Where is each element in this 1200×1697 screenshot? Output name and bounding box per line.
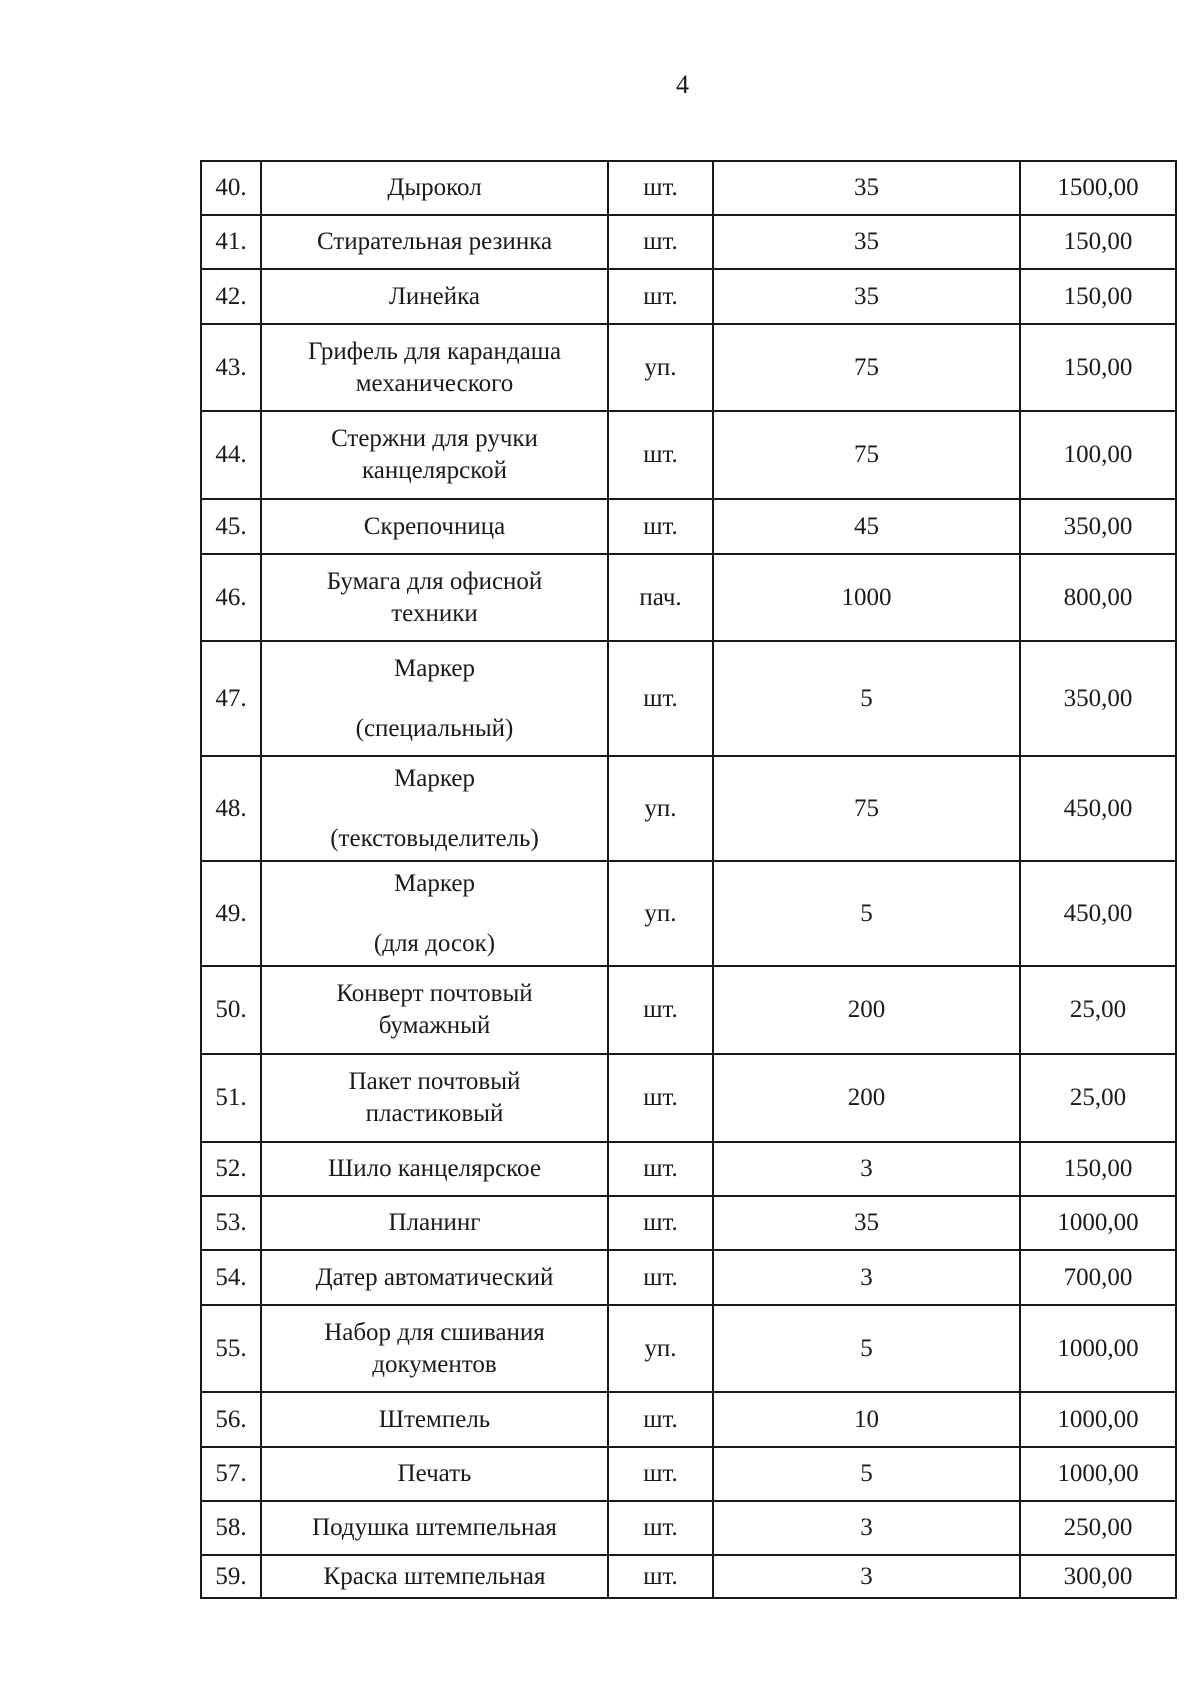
row-number: 49.: [201, 861, 261, 966]
item-unit: уп.: [608, 861, 713, 966]
item-unit: шт.: [608, 641, 713, 756]
row-number: 48.: [201, 756, 261, 861]
item-price: 450,00: [1020, 756, 1176, 861]
item-name-line: Дырокол: [387, 174, 482, 201]
item-name: [261, 1555, 608, 1598]
row-number: 40.: [201, 161, 261, 215]
item-name: [261, 756, 608, 861]
table-row: [201, 966, 1176, 1054]
table-row: [201, 1305, 1176, 1392]
item-name-line: Набор для сшивания: [324, 1318, 545, 1346]
item-unit: шт.: [608, 1501, 713, 1555]
item-name: [261, 861, 608, 966]
item-quantity: 5: [713, 1447, 1020, 1501]
item-name-line: Штемпель: [378, 1405, 491, 1433]
item-quantity: 5: [713, 1305, 1020, 1392]
item-unit: уп.: [608, 756, 713, 861]
item-name-line: Стержни для ручки: [331, 425, 538, 452]
item-quantity: 35: [713, 161, 1020, 215]
page-number: 4: [676, 70, 689, 99]
item-name-line: Бумага для офисной: [326, 567, 543, 595]
item-name-line: Маркер: [394, 654, 475, 682]
item-unit: шт.: [608, 1196, 713, 1250]
item-name-line: [266, 900, 603, 928]
item-unit: шт.: [608, 1392, 713, 1447]
row-number: 41.: [201, 215, 261, 269]
item-unit: шт.: [608, 1555, 713, 1598]
item-name-line: Стирательная резинка: [316, 228, 553, 255]
item-name-line: [266, 685, 603, 713]
row-number: 43.: [201, 324, 261, 411]
item-name: [261, 1447, 608, 1501]
item-name: [261, 269, 608, 324]
item-quantity: 10: [713, 1392, 1020, 1447]
item-price: 100,00: [1020, 411, 1176, 499]
row-number: 56.: [201, 1392, 261, 1447]
row-number: 46.: [201, 554, 261, 641]
item-name-line: бумажный: [378, 1012, 491, 1039]
item-price: 1000,00: [1020, 1196, 1176, 1250]
item-name-line: Датер автоматический: [315, 1263, 554, 1291]
item-quantity: 3: [713, 1555, 1020, 1598]
item-name-line: Маркер: [394, 869, 475, 897]
item-name: [261, 641, 608, 756]
item-name-line: Печать: [397, 1460, 472, 1487]
item-quantity: 5: [713, 641, 1020, 756]
table-body: [201, 161, 1176, 1598]
item-name-line: канцелярской: [361, 457, 508, 484]
table-row: [201, 1501, 1176, 1555]
item-unit: шт.: [608, 966, 713, 1054]
item-name: [261, 1305, 608, 1392]
item-name-line: (специальный): [355, 714, 514, 742]
item-name-line: механического: [355, 369, 514, 397]
item-name: [261, 411, 608, 499]
item-name: [261, 1142, 608, 1196]
item-quantity: 3: [713, 1250, 1020, 1305]
item-name: [261, 161, 608, 215]
item-unit: уп.: [608, 1305, 713, 1392]
item-price: 25,00: [1020, 1054, 1176, 1142]
item-quantity: 3: [713, 1501, 1020, 1555]
item-name-line: документов: [372, 1350, 497, 1378]
table-row: [201, 324, 1176, 411]
table-row: [201, 641, 1176, 756]
item-quantity: 200: [713, 966, 1020, 1054]
item-price: 450,00: [1020, 861, 1176, 966]
item-name-line: Конверт почтовый: [336, 980, 533, 1007]
item-quantity: 75: [713, 411, 1020, 499]
table-row: [201, 1250, 1176, 1305]
item-price: 1500,00: [1020, 161, 1176, 215]
item-price: 1000,00: [1020, 1305, 1176, 1392]
item-unit: шт.: [608, 215, 713, 269]
item-name-line: Краска штемпельная: [323, 1562, 546, 1590]
table-row: [201, 161, 1176, 215]
item-price: 350,00: [1020, 641, 1176, 756]
item-price: 800,00: [1020, 554, 1176, 641]
item-name: [261, 966, 608, 1054]
item-unit: шт.: [608, 499, 713, 554]
item-name-line: (для досок): [373, 929, 496, 957]
item-price: 350,00: [1020, 499, 1176, 554]
item-name-line: Линейка: [388, 282, 481, 310]
table-row: [201, 1392, 1176, 1447]
table-row: [201, 1447, 1176, 1501]
row-number: 50.: [201, 966, 261, 1054]
item-name-line: Грифель для карандаша: [307, 337, 562, 365]
item-quantity: 3: [713, 1142, 1020, 1196]
item-quantity: 1000: [713, 554, 1020, 641]
row-number: 44.: [201, 411, 261, 499]
item-name: [261, 1501, 608, 1555]
row-number: 59.: [201, 1555, 261, 1598]
item-price: 1000,00: [1020, 1392, 1176, 1447]
row-number: 57.: [201, 1447, 261, 1501]
item-name: [261, 1250, 608, 1305]
item-name: [261, 215, 608, 269]
table-row: [201, 554, 1176, 641]
item-unit: пач.: [608, 554, 713, 641]
row-number: 53.: [201, 1196, 261, 1250]
supplies-table: [200, 160, 1177, 1599]
table-row: [201, 1555, 1176, 1598]
item-name-line: [266, 795, 603, 823]
item-name-line: Пакет почтовый: [348, 1068, 521, 1095]
item-unit: шт.: [608, 161, 713, 215]
item-name-line: техники: [391, 599, 478, 627]
row-number: 55.: [201, 1305, 261, 1392]
item-name: [261, 324, 608, 411]
item-quantity: 45: [713, 499, 1020, 554]
item-price: 150,00: [1020, 215, 1176, 269]
table-row: [201, 1196, 1176, 1250]
item-quantity: 35: [713, 215, 1020, 269]
item-name: [261, 1392, 608, 1447]
item-unit: шт.: [608, 269, 713, 324]
row-number: 45.: [201, 499, 261, 554]
item-price: 700,00: [1020, 1250, 1176, 1305]
table-row: [201, 269, 1176, 324]
item-name-line: Скрепочница: [363, 512, 506, 540]
table-row: [201, 861, 1176, 966]
table-row: [201, 1142, 1176, 1196]
item-price: 150,00: [1020, 324, 1176, 411]
item-name: [261, 1054, 608, 1142]
row-number: 42.: [201, 269, 261, 324]
row-number: 51.: [201, 1054, 261, 1142]
item-quantity: 75: [713, 324, 1020, 411]
item-unit: шт.: [608, 1142, 713, 1196]
item-unit: шт.: [608, 411, 713, 499]
row-number: 47.: [201, 641, 261, 756]
item-name-line: пластиковый: [365, 1100, 504, 1127]
item-name: [261, 554, 608, 641]
table-row: [201, 215, 1176, 269]
item-name: [261, 499, 608, 554]
item-price: 1000,00: [1020, 1447, 1176, 1501]
item-price: 25,00: [1020, 966, 1176, 1054]
item-unit: шт.: [608, 1250, 713, 1305]
item-name-line: (текстовыделитель): [330, 824, 539, 852]
item-quantity: 35: [713, 269, 1020, 324]
item-quantity: 200: [713, 1054, 1020, 1142]
row-number: 52.: [201, 1142, 261, 1196]
table-row: [201, 756, 1176, 861]
item-price: 300,00: [1020, 1555, 1176, 1598]
item-unit: уп.: [608, 324, 713, 411]
table-row: [201, 411, 1176, 499]
item-price: 150,00: [1020, 269, 1176, 324]
item-unit: шт.: [608, 1447, 713, 1501]
row-number: 54.: [201, 1250, 261, 1305]
item-quantity: 75: [713, 756, 1020, 861]
table-row: [201, 499, 1176, 554]
row-number: 58.: [201, 1501, 261, 1555]
item-quantity: 5: [713, 861, 1020, 966]
item-unit: шт.: [608, 1054, 713, 1142]
item-price: 250,00: [1020, 1501, 1176, 1555]
table-row: [201, 1054, 1176, 1142]
item-price: 150,00: [1020, 1142, 1176, 1196]
item-quantity: 35: [713, 1196, 1020, 1250]
item-name-line: Планинг: [388, 1209, 481, 1236]
item-name-line: Подушка штемпельная: [312, 1514, 557, 1541]
item-name-line: Шило канцелярское: [328, 1155, 541, 1182]
item-name: [261, 1196, 608, 1250]
item-name-line: Маркер: [394, 764, 475, 792]
